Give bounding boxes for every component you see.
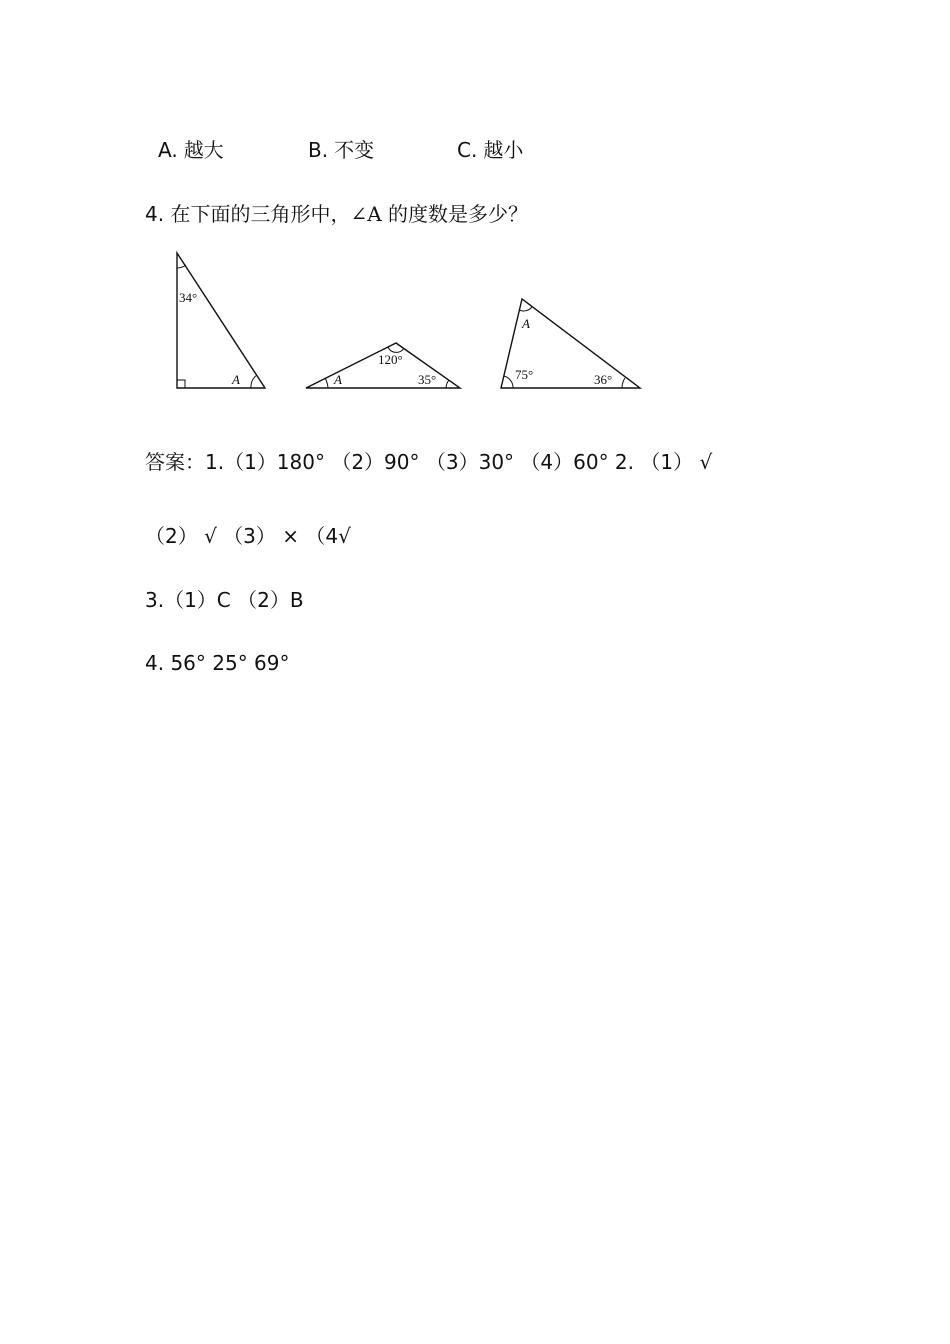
triangle-3-left-angle: 75° bbox=[515, 367, 534, 382]
option-a bbox=[158, 138, 224, 162]
option-c-letter: C. bbox=[457, 138, 478, 162]
option-b bbox=[308, 138, 374, 162]
triangle-2-vertex-label: A bbox=[334, 372, 342, 387]
triangle-3 bbox=[501, 299, 640, 388]
option-c bbox=[457, 138, 523, 162]
option-c-text: 越小 bbox=[483, 138, 524, 162]
option-b-letter: B. bbox=[308, 138, 329, 162]
question-4 bbox=[145, 202, 528, 226]
triangle-3-right-angle: 36° bbox=[594, 372, 613, 387]
option-a-letter: A. bbox=[158, 138, 178, 162]
answer-line-3: 3.（1）C （2）B bbox=[145, 588, 304, 612]
triangle-1 bbox=[177, 253, 265, 388]
triangle-2-top-angle: 120° bbox=[378, 352, 403, 367]
triangle-1-vertex-label: A bbox=[232, 372, 240, 387]
answer-line-1 bbox=[145, 450, 712, 474]
triangle-1-top-angle: 34° bbox=[179, 290, 198, 305]
answer-line-2: （2） √ （3） × （4√ bbox=[145, 524, 351, 548]
triangle-figures bbox=[160, 246, 660, 396]
triangle-2 bbox=[306, 343, 460, 388]
triangle-2-right-angle: 35° bbox=[418, 372, 437, 387]
question-4-text: 在下面的三角形中，∠A 的度数是多少？ bbox=[170, 202, 529, 226]
triangle-3-vertex-label: A bbox=[522, 316, 530, 331]
option-a-text: 越大 bbox=[183, 138, 224, 162]
question-4-number: 4. bbox=[145, 202, 165, 226]
answer-line-4: 4. 56° 25° 69° bbox=[145, 651, 290, 675]
answer-label: 答案： bbox=[145, 450, 205, 474]
answer-line-1-text: 1.（1）180° （2）90° （3）30° （4）60° 2. （1） √ bbox=[205, 450, 713, 474]
option-b-text: 不变 bbox=[334, 138, 375, 162]
